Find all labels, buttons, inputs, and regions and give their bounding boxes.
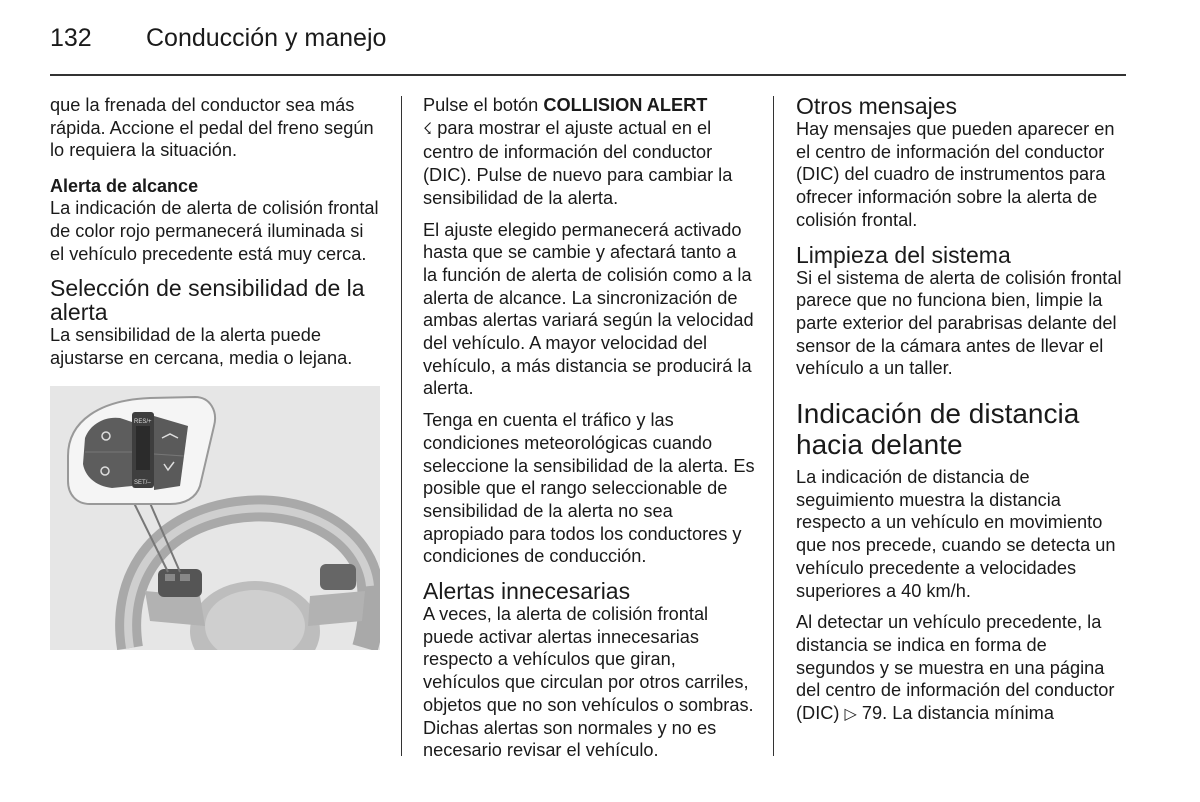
heading-limpieza-sistema: Limpieza del sistema (796, 241, 1011, 268)
chapter-title: Conducción y manejo (146, 24, 387, 52)
column-divider-2 (773, 96, 774, 756)
paragraph: La indicación de alerta de colisión frontal de color rojo permanecerá iluminada si el vehículo precedente está muy cerca. (50, 198, 379, 264)
paragraph (423, 94, 755, 210)
paragraph: La sensibilidad de la alerta puede ajustarse en cercana, media o lejana. (50, 325, 353, 368)
text-run: Al detectar un vehículo precedente, la distancia se indica en forma de segundos y se muestra en una página del centro de información del conductor (DIC) (796, 612, 1115, 724)
collision-alert-button-name: COLLISION ALERT (543, 95, 708, 115)
paragraph: El ajuste elegido permanecerá activado hasta que se cambie y afectará tanto a la función de alerta de colisión como a la alerta de alcance. La sincronización de ambas alertas variará según la velocidad del vehículo. A mayor velocidad del vehículo, a más distancia se producirá la alerta. (423, 219, 754, 399)
column-3 (796, 94, 1128, 736)
heading-alerta-alcance: Alerta de alcance (50, 176, 199, 197)
collision-alert-icon: ☇ (423, 120, 433, 138)
paragraph (796, 611, 1128, 727)
set-button-label: SET/– (134, 479, 151, 486)
heading-seleccion-sensibilidad: Selección de sensibilidad de la alerta (50, 275, 365, 326)
header-rule (50, 74, 1126, 76)
heading-alertas-innecesarias: Alertas innecesarias (423, 578, 631, 605)
text-run: Pulse el botón (423, 95, 544, 115)
page-reference-arrow-icon[interactable]: ▷ (844, 706, 857, 724)
page-number: 132 (50, 24, 92, 52)
column-1 (50, 94, 382, 650)
text-run: para mostrar el ajuste actual en el centro de información del conductor (DIC). Pulse de nuevo para cambiar la sensibilidad de la alerta. (423, 117, 733, 208)
paragraph: Hay mensajes que pueden aparecer en el centro de información del conductor (DIC) del cuadro de instrumentos para ofrecer información sobre la alerta de colisión frontal. (796, 119, 1115, 230)
paragraph: que la frenada del conductor sea más rápida. Accione el pedal del freno según lo requiera la situación. (50, 95, 374, 161)
paragraph: Tenga en cuenta el tráfico y las condiciones meteorológicas cuando seleccione la sensibilidad de la alerta. Es posible que el rango seleccionable de sensibilidad de la alerta no sea apropiado para todos los conductores y condiciones de conducción. (423, 410, 755, 567)
steering-wheel-figure (50, 386, 380, 650)
column-divider-1 (401, 96, 402, 756)
paragraph: A veces, la alerta de colisión frontal puede activar alertas innecesarias respecto a vehículos que giran, vehículos que circulan por otros carriles, objetos que no son vehículos o sombras. Dichas alertas son normales y no es necesario revisar el vehículo. (423, 604, 754, 761)
heading-indicacion-distancia: Indicación de distancia hacia delante (796, 398, 1080, 461)
res-button-label: RES/+ (134, 418, 152, 425)
text-run: 79. La distancia mínima (856, 703, 1054, 724)
paragraph: La indicación de distancia de seguimiento muestra la distancia respecto a un vehículo en movimiento que nos precede, cuando se detecta un vehículo precedente a velocidades superiores a 40 km/h. (796, 467, 1116, 601)
heading-otros-mensajes: Otros mensajes (796, 93, 958, 119)
column-2 (423, 94, 755, 771)
paragraph: Si el sistema de alerta de colisión frontal parece que no funciona bien, limpie la parte exterior del parabrisas delante del sensor de la cámara antes de llevar el vehículo a un taller. (796, 267, 1122, 379)
steering-wheel-illustration (50, 386, 380, 650)
